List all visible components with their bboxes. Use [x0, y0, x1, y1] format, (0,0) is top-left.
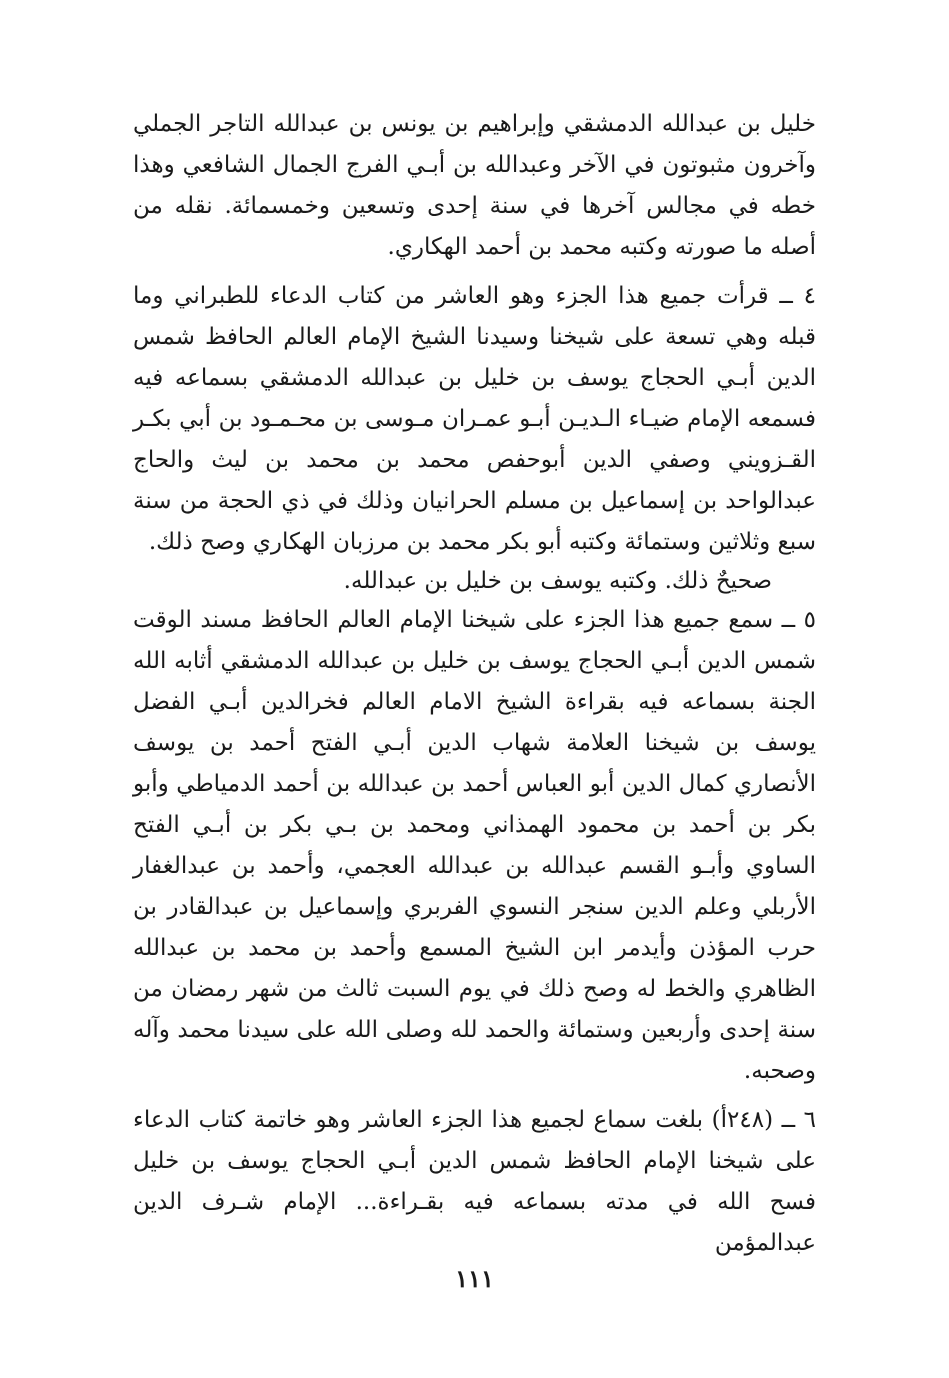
paragraph-note-6: ٦ ــ (٢٤٨أ) بلغت سماع لجميع هذا الجزء العاشر وهو خاتمة كتاب الدعاء على شيخنا الإمام الحافظ شمس الدين أبـي الحجاج يوسف بن خليل فسح الله في مدته بسماعه فيه بقـراءة... الإمام شـرف الدين عبدالمؤمن [133, 1107, 816, 1256]
paragraph-note-5: ٥ ــ سمع جميع هذا الجزء على شيخنا الإمام العالم الحافظ مسند الوقت شمس الدين أبـي الحجاج يوسف بن خليل بن عبدالله الدمشقي أثابه الله الجنة بسماعه فيه بقراءة الشيخ الامام العالم فخرالدين أبـي الفضل يوسف بن شيخنا العلامة شهاب الدين أبـي الفتح أحمد بن يوسف الأنصاري كمال الدين أبو العباس أحمد بن عبدالله بن أحمد الدمياطي وأبو بكر بن أحمد بن محمود الهمذاني ومحمد بن بـي بكر بن أبـي الفتح الساوي وأبـو القسم عبدالله بن عبدالله العجمي، وأحمد بن عبدالغفار الأربلي وعلم الدين سنجر النسوي الفربري وإسماعيل بن عبدالقادر بن حرب المؤذن وأيدمر ابن الشيخ المسمع وأحمد بن محمد بن عبدالله الظاهري والخط له وصح ذلك في يوم السبت ثالث من شهر رمضان من سنة إحدى وأربعين وستمائة والحمد لله وصلى الله على سيدنا محمد وآله وصحبه. [133, 607, 816, 1084]
main-text [133, 104, 816, 1264]
paragraph-note-4: ٤ ــ قرأت جميع هذا الجزء وهو العاشر من كتاب الدعاء للطبراني وما قبله وهي تسعة على شيخنا وسيدنا الشيخ الإمام العالم الحافظ شمس الدين أبـي الحجاج يوسف بن خليل بن عبدالله الدمشقي بسماعه فيه فسمعه الإمام ضيـاء الـديـن أبـو عمـران مـوسى بن محـمـود بن أبي بكـر القـزويني وصفي الدين أبوحفص محمد بن محمد بن ليث والحاج عبدالواحد بن إسماعيل بن مسلم الحرانيان وذلك في ذي الحجة من سنة سبع وثلاثين وستمائة وكتبه أبو بكر محمد بن مرزبان الهكاري وصح ذلك. [133, 283, 816, 555]
paragraph-signature: صحيحٌ ذلك. وكتبه يوسف بن خليل بن عبدالله. [343, 568, 772, 594]
paragraph-continuation: خليل بن عبدالله الدمشقي وإبراهيم بن يونس بن عبدالله التاجر الجملي وآخرون مثبوتون في الآخر وعبدالله بن أبـي الفرج الجمال الشافعي وهذا خطه في مجالس آخرها في سنة إحدى وتسعين وخمسمائة. نقله من أصله ما صورته وكتبه محمد بن أحمد الهكاري. [133, 111, 816, 260]
page-number: ١١١ [455, 1264, 494, 1293]
